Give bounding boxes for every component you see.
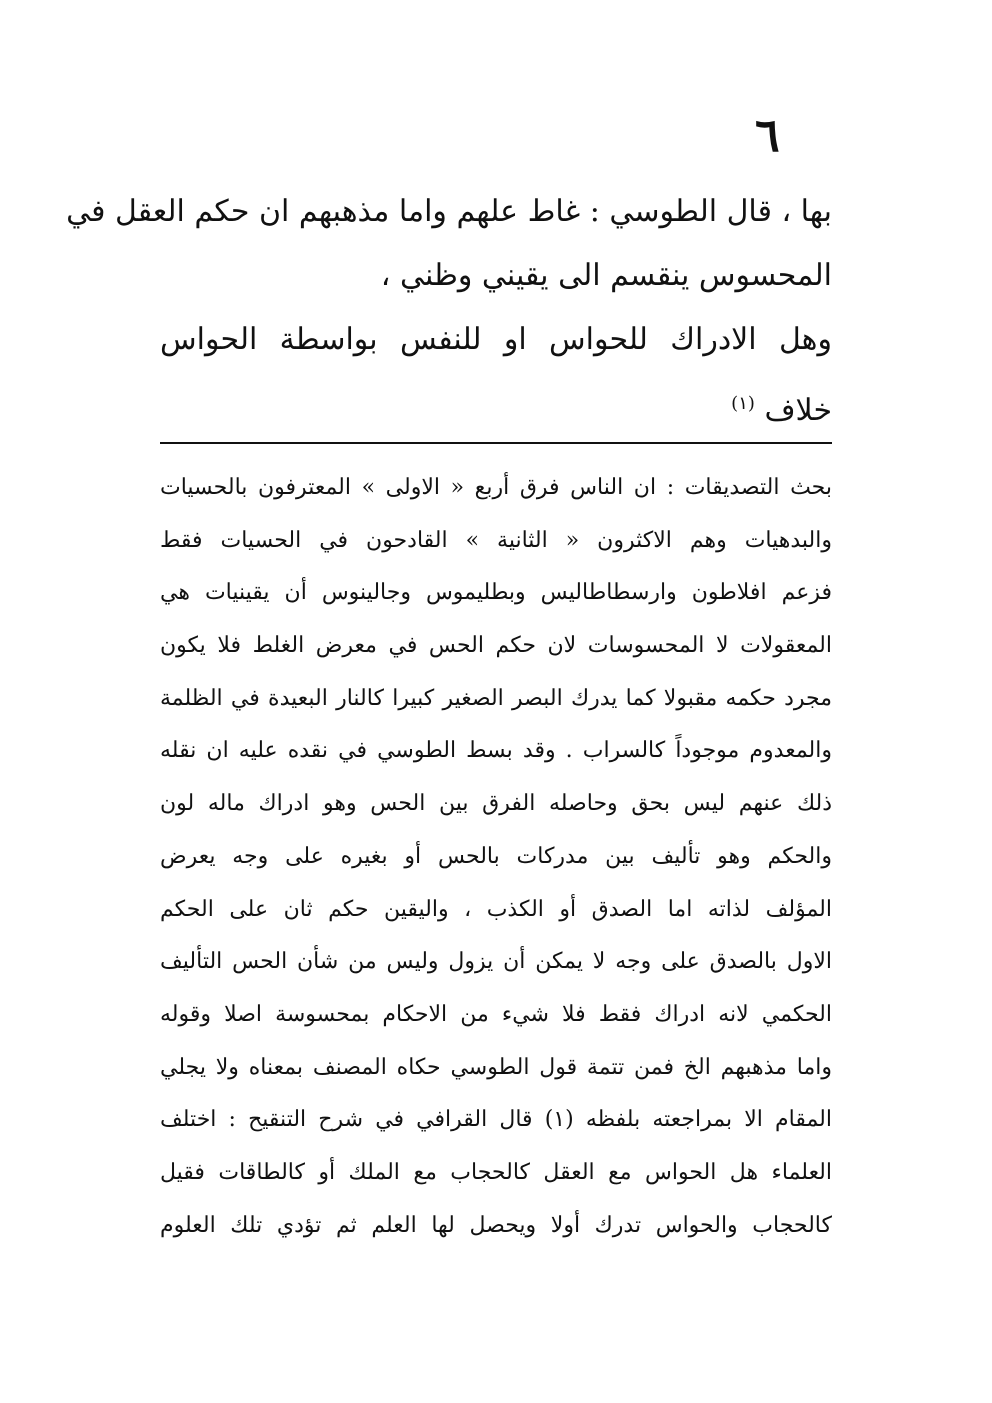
footnote-line: المقام الا بمراجعته بلفظه (١) قال القرافي في شرح التنقيح : اختلف: [160, 1107, 832, 1133]
main-text-last-line: [160, 372, 832, 436]
main-text-line: [160, 308, 832, 372]
footnote-reference: (١): [731, 393, 755, 414]
footnote-line: واما مذهبهم الخ فمن تتمة قول الطوسي حكاه المصنف بمعناه ولا يجلي: [160, 1054, 832, 1080]
main-text-line: المحسوس ينقسم الى يقيني وظني ،: [380, 258, 832, 293]
footnote-line: العلماء هل الحواس مع العقل كالحجاب مع الملك أو كالطاقات فقيل: [160, 1159, 832, 1185]
footnote-line: كالحجاب والحواس تدرك أولا ويحصل لها العلم ثم تؤدي تلك العلوم: [160, 1212, 832, 1238]
footnote-line: بحث التصديقات : ان الناس فرق أربع « الاولى » المعترفون بالحسيات: [160, 475, 832, 500]
footnote-separator: [160, 442, 832, 444]
main-text-line: بها ، قال الطوسي : غاط علهم واما مذهبهم ان حكم العقل في: [66, 194, 832, 229]
footnote-line: فزعم افلاطون وارسطاطاليس وبطليموس وجالينوس أن يقينيات هي: [160, 580, 832, 606]
footnote-line: ذلك عنهم ليس بحق وحاصله الفرق بين الحس وهو ادراك ماله لون: [160, 791, 832, 817]
footnote-line: الاول بالصدق على وجه لا يمكن أن يزول وليس من شأن الحس التأليف: [160, 949, 832, 975]
footnote-line: الحكمي لانه ادراك فقط فلا شيء من الاحكام بمحسوسة اصلا وقوله: [160, 1001, 832, 1027]
footnote-line: والمعدوم موجوداً كالسراب . وقد بسط الطوسي في نقده عليه ان نقله: [160, 738, 832, 764]
main-text-line-content: خلاف: [764, 393, 832, 428]
main-text-line-content: وهل الادراك للحواس او للنفس بواسطة الحواس: [160, 322, 832, 357]
footnote-line: المعقولات لا المحسوسات لان حكم الحس في معرض الغلط فلا يكون: [160, 633, 832, 659]
page-number: ٦: [755, 108, 780, 162]
footnote-line: والحكم وهو تأليف بين مدركات بالحس أو بغيره على وجه يعرض: [160, 843, 832, 869]
footnote-text: [160, 462, 832, 1252]
footnote-line: مجرد حكمه مقبولا كما يدرك البصر الصغير كبيرا كالنار البعيدة في الظلمة: [160, 685, 832, 711]
footnote-line: والبدهيات وهم الاكثرون « الثانية » القادحون في الحسيات فقط: [160, 527, 832, 553]
footnote-line: المؤلف لذاته اما الصدق أو الكذب ، واليقين حكم ثان على الحكم: [160, 896, 832, 922]
main-text: [66, 180, 832, 436]
